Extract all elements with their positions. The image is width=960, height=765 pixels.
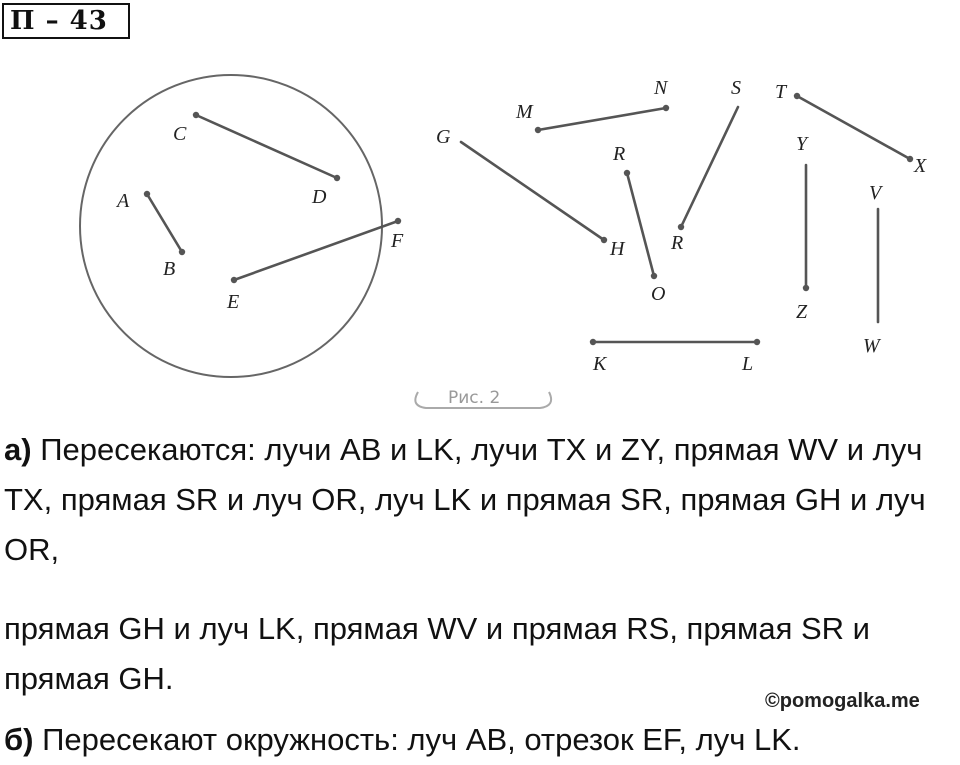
label-r1: R — [613, 143, 626, 165]
label-x: X — [914, 155, 927, 177]
answer-a-part1 — [4, 425, 954, 575]
label-v: V — [869, 182, 882, 204]
answer-a-text1: Пересекаются: лучи AB и LK, лучи TX и ZY, прямая WV и луч TX, прямая SR и луч OR, луч LK и прямая SR, прямая GH и луч OR, — [4, 432, 926, 567]
geometry-figure — [0, 40, 960, 420]
answer-a-text2: прямая GH и луч LK, прямая WV и прямая RS, прямая SR и прямая GH. — [4, 611, 870, 696]
label-y: Y — [796, 133, 808, 155]
label-l: L — [742, 353, 754, 375]
figure-caption: Рис. 2 — [448, 388, 501, 408]
label-f: F — [391, 230, 404, 252]
segment-sr — [681, 107, 738, 227]
watermark: ©pomogalka.me — [765, 690, 920, 712]
segment-cd — [196, 115, 337, 178]
label-a: A — [117, 190, 130, 212]
label-e: E — [227, 291, 240, 313]
segment-tx — [797, 96, 910, 159]
label-s: S — [731, 77, 741, 99]
label-b: B — [163, 258, 176, 280]
label-d: D — [312, 186, 327, 208]
label-n: N — [654, 77, 668, 99]
label-r2: R — [671, 232, 684, 254]
label-z: Z — [796, 301, 808, 323]
label-c: C — [173, 123, 187, 145]
answer-b-marker: б) — [4, 722, 34, 757]
segment-gh — [461, 142, 604, 240]
label-o: O — [651, 283, 666, 305]
label-m: M — [516, 101, 533, 123]
label-h: H — [610, 238, 625, 260]
label-w: W — [863, 335, 880, 357]
segment-ro — [627, 173, 654, 276]
answer-a-part2 — [4, 604, 954, 704]
answer-b — [4, 715, 954, 765]
circle — [80, 75, 382, 377]
problem-label: П – 43 — [2, 3, 130, 39]
answer-a-marker: а) — [4, 432, 32, 467]
label-t: T — [775, 81, 787, 103]
segment-ab — [147, 194, 182, 252]
label-k: K — [593, 353, 607, 375]
label-g: G — [436, 126, 451, 148]
segment-mn — [538, 108, 666, 130]
segment-ef — [234, 221, 398, 280]
answer-b-text: Пересекают окружность: луч AB, отрезок EF, луч LK. — [42, 722, 801, 757]
